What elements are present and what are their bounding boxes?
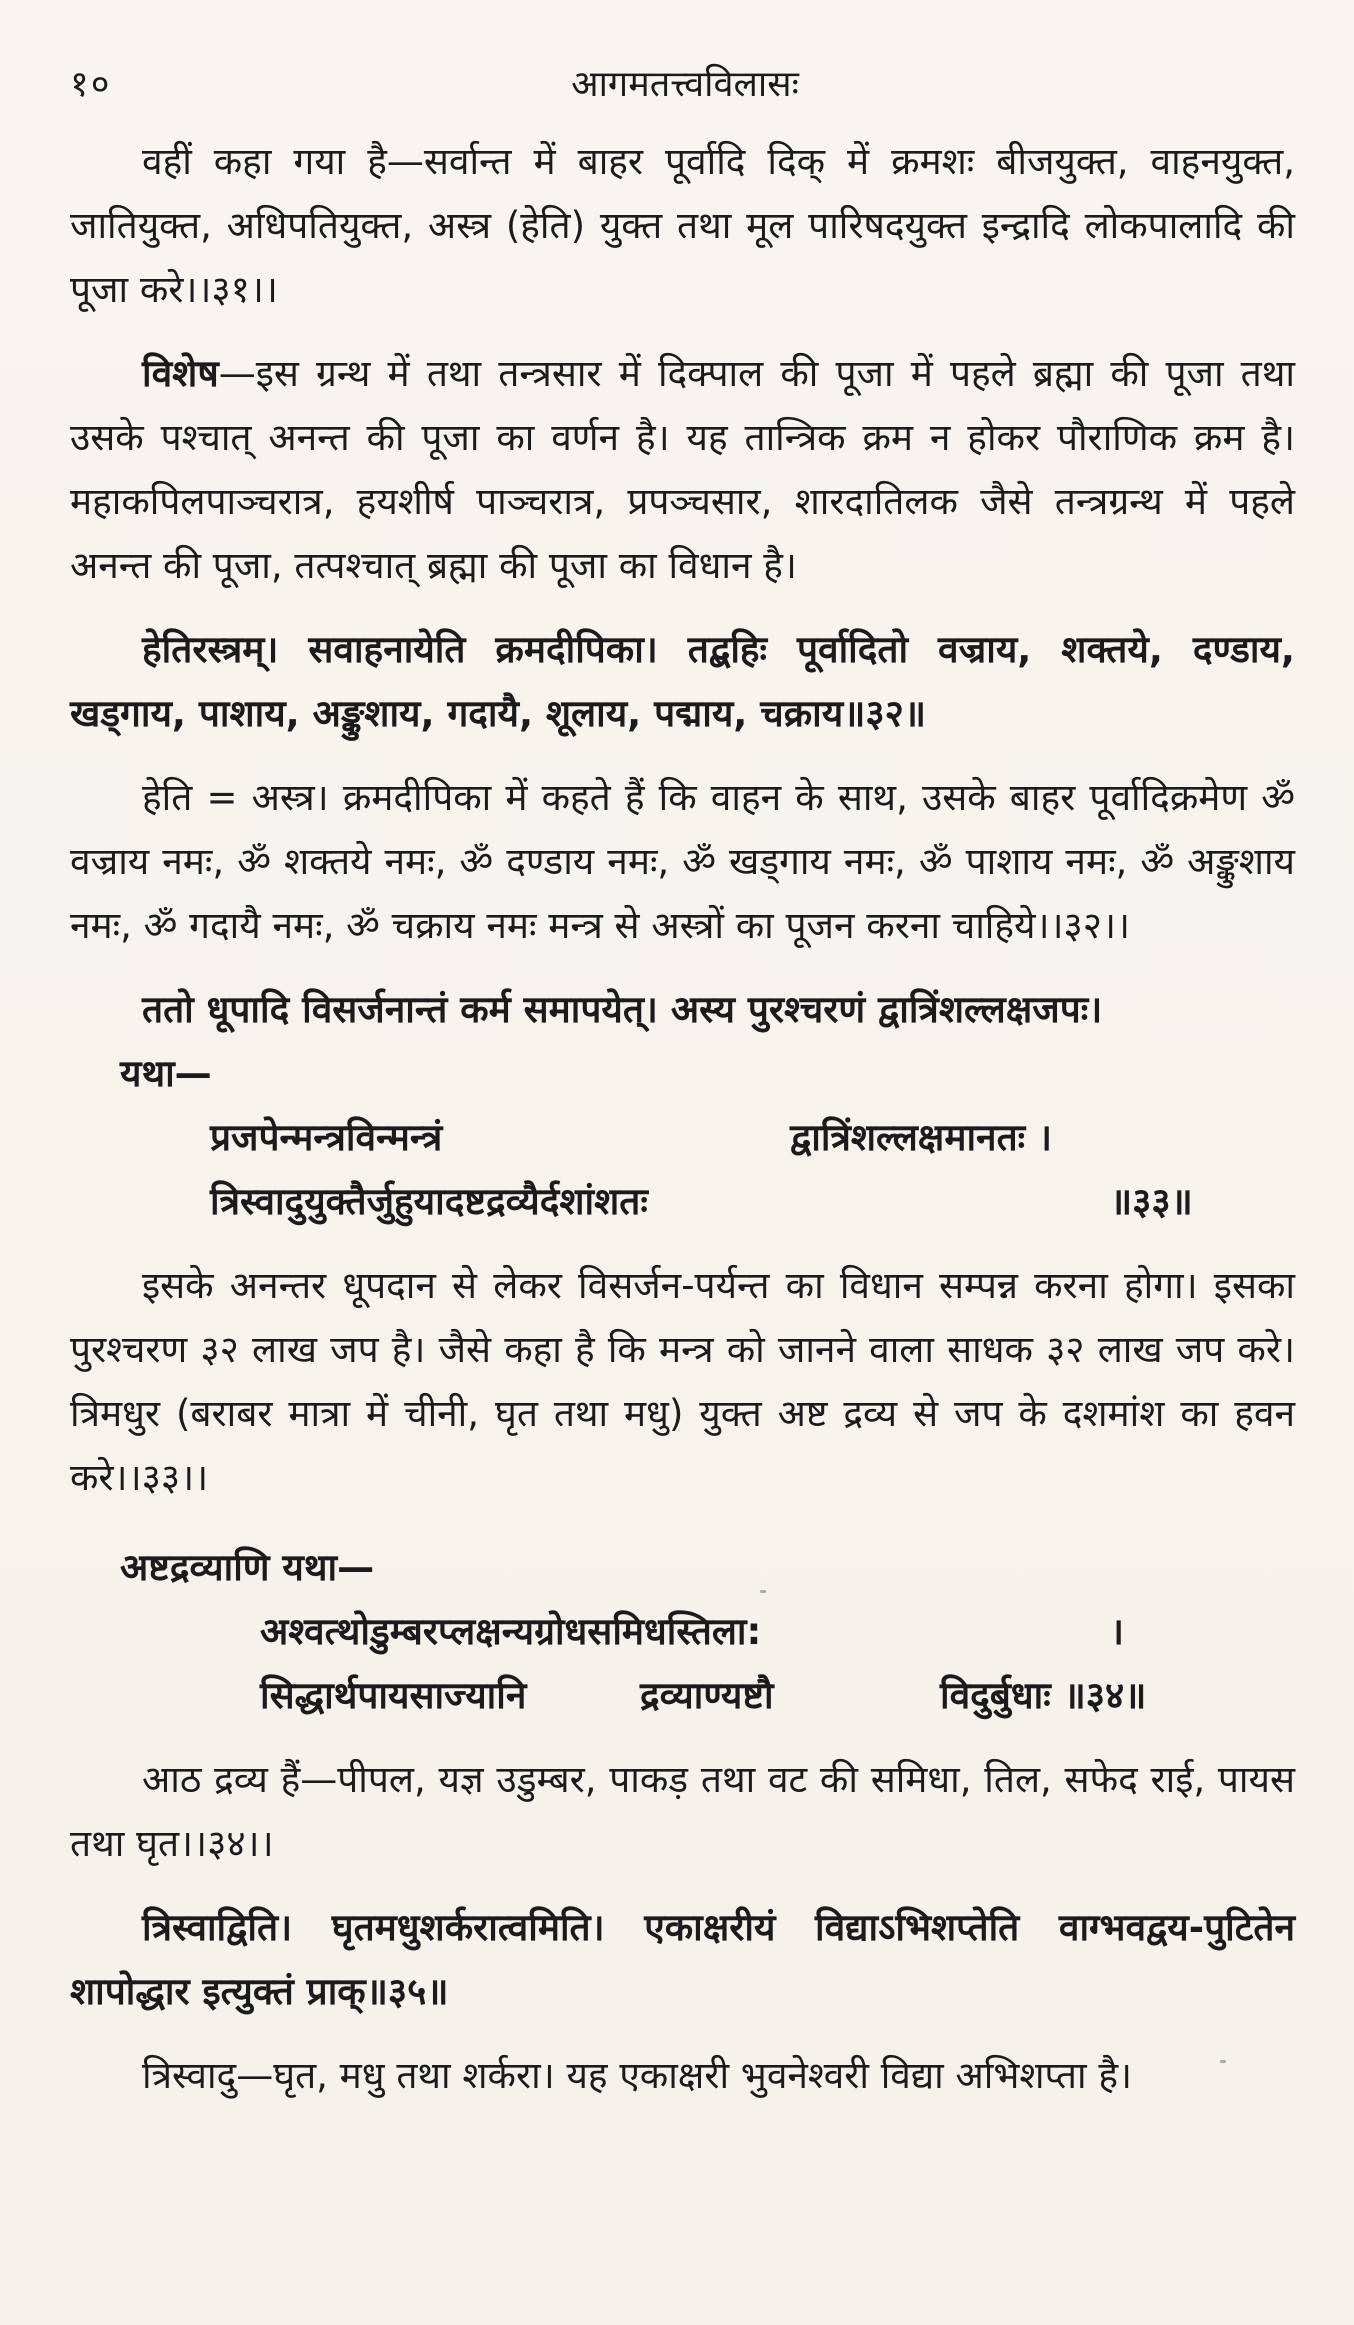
- special-note-lead: विशेष: [142, 352, 219, 395]
- verse-34-pada-d: विदुर्बुधाः ॥३४॥: [940, 1674, 1147, 1717]
- hindi-paragraph-33: इसके अनन्तर धूपदान से लेकर विसर्जन-पर्यन्त का विधान सम्पन्न करना होगा। इसका पुरश्चरण ३२ लाख जप है। जैसे कहा है कि मन्त्र को जानने वाला साधक ३२ लाख जप करे। त्रिमधुर (बराबर मात्रा में चीनी, घृत तथा मधु) युक्त अष्ट द्रव्य से जप के दशमांश का हवन करे।।३३।।: [70, 1264, 1295, 1499]
- verse-33-line-2: [70, 1170, 1295, 1234]
- ashta-dravya-heading: अष्टद्रव्याणि यथा—: [120, 1546, 375, 1589]
- special-note-paragraph: [70, 342, 1295, 598]
- hindi-paragraph-34: आठ द्रव्य हैं—पीपल, यज्ञ उडुम्बर, पाकड़ तथा वट की समिधा, तिल, सफेद राई, पायस तथा घृत।।३४।।: [70, 1758, 1295, 1865]
- verse-33-number: ॥३३॥: [1110, 1180, 1193, 1223]
- special-note-text: —इस ग्रन्थ में तथा तन्त्रसार में दिक्पाल की पूजा में पहले ब्रह्मा की पूजा तथा उसके पश्चात् अनन्त की पूजा का वर्णन है। यह तान्त्रिक क्रम न होकर पौराणिक क्रम है। महाकपिलपाञ्चरात्र, हयशीर्ष पाञ्चरात्र, प्रपञ्चसार, शारदातिलक जैसे तन्त्रग्रन्थ में पहले अनन्त की पूजा, तत्पश्चात् ब्रह्मा की पूजा का विधान है।: [70, 352, 1295, 587]
- hindi-paragraph-32: हेति = अस्त्र। क्रमदीपिका में कहते हैं कि वाहन के साथ, उसके बाहर पूर्वादिक्रमेण ॐ वज्राय नमः, ॐ शक्तये नमः, ॐ दण्डाय नमः, ॐ खड्गाय नमः, ॐ पाशाय नमः, ॐ अङ्कुशाय नमः, ॐ गदायै नमः, ॐ चक्राय नमः मन्त्र से अस्त्रों का पूजन करना चाहिये।।३२।।: [70, 776, 1295, 947]
- page-header: [70, 58, 1300, 108]
- verse-34-line-2: [70, 1664, 1295, 1728]
- sanskrit-commentary-35: त्रिस्वाद्विति। घृतमधुशर्करात्वमिति। एकाक्षरीयं विद्याऽभिशप्तेति वाग्भवद्वय-पुटितेन शापोद्धार इत्युक्तं प्राक्॥३५॥: [70, 1906, 1295, 2013]
- verse-34-pada-b: सिद्धार्थपायसाज्यानि: [260, 1674, 527, 1717]
- paper-speck: [1220, 2060, 1226, 2063]
- page-body: [70, 130, 1295, 2108]
- verse-33-line-1: [70, 1106, 1295, 1170]
- hindi-paragraph-31: वहीं कहा गया है—सर्वान्त में बाहर पूर्वादि दिक् में क्रमशः बीजयुक्त, वाहनयुक्त, जातियुक्त, अधिपतियुक्त, अस्त्र (हेति) युक्त तथा मूल पारिषदयुक्त इन्द्रादि लोकपालादि की पूजा करे।।३१।।: [70, 140, 1295, 311]
- verse-33-pada-c: त्रिस्वादुयुक्तैर्जुहुयादष्टद्रव्यैर्दशांशतः: [210, 1180, 648, 1223]
- running-title: आगमतत्त्वविलासः: [571, 64, 799, 105]
- hindi-paragraph-35: त्रिस्वादु—घृत, मधु तथा शर्करा। यह एकाक्षरी भुवनेश्वरी विद्या अभिशप्ता है।: [142, 2054, 1133, 2097]
- page-number: १०: [70, 64, 112, 105]
- sanskrit-commentary-32: हेतिरस्त्रम्। सवाहनायेति क्रमदीपिका। तद्बहिः पूर्वादितो वज्राय, शक्तये, दण्डाय, खड्गाय, पाशाय, अङ्कुशाय, गदायै, शूलाय, पद्माय, चक्राय॥३२॥: [70, 628, 1295, 735]
- verse-34-line-1: [70, 1600, 1295, 1664]
- verse-34-pada-a: अश्वत्थोडुम्बरप्लक्षन्यग्रोधसमिधस्तिला:: [260, 1610, 762, 1653]
- verse-34-pada-c: द्रव्याण्यष्टौ: [640, 1674, 774, 1717]
- paper-speck: [760, 1590, 766, 1593]
- verse-33-pada-a: प्रजपेन्मन्त्रविन्मन्त्रं: [210, 1116, 443, 1159]
- sanskrit-commentary-33: ततो धूपादि विसर्जनान्तं कर्म समापयेत्। अस्य पुरश्चरणं द्वात्रिंशल्लक्षजपः।: [142, 988, 1103, 1031]
- verse-33-pada-b: द्वात्रिंशल्लक्षमानतः ।: [790, 1116, 1053, 1159]
- yatha-line: यथा—: [120, 1052, 212, 1095]
- verse-34-danda: ।: [1110, 1610, 1125, 1653]
